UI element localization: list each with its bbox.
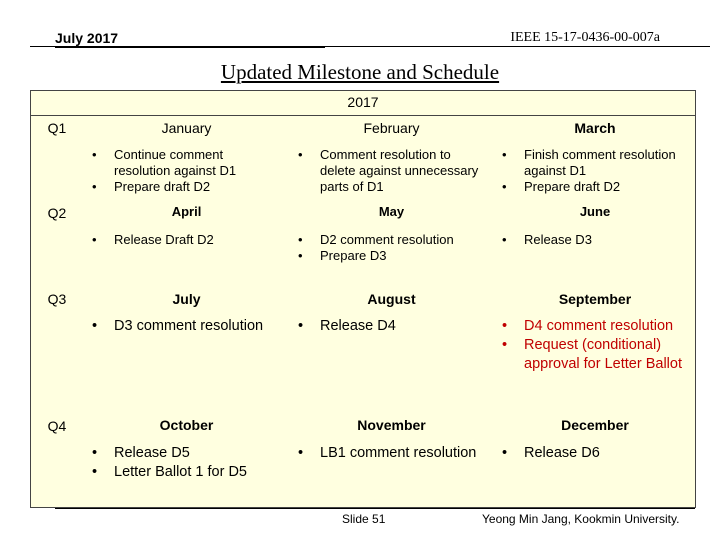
list-item: • D2 comment resolution: [298, 232, 454, 247]
list-item: • Continue comment resolution against D1: [92, 147, 237, 178]
slide-number: Slide 51: [342, 512, 386, 526]
list-item: • Release D6: [502, 445, 600, 461]
month-december: December: [561, 417, 629, 433]
month-september: September: [558, 291, 632, 307]
month-february: February: [363, 120, 420, 136]
list-item: • Finish comment resolution against D1: [502, 147, 676, 178]
list-item: • Prepare draft D2: [502, 179, 621, 194]
list-item: • Release D3: [502, 232, 592, 247]
quarter-label-q2: Q2: [47, 205, 67, 221]
cell-january: [88, 147, 283, 195]
month-july: July: [172, 291, 201, 307]
month-november: November: [357, 417, 426, 433]
list-item: • Release D4: [298, 318, 396, 334]
cell-february: [294, 147, 489, 195]
month-january: January: [161, 120, 212, 136]
list-item: • LB1 comment resolution: [298, 445, 477, 461]
list-item: • D4 comment resolution: [502, 318, 674, 334]
month-april: April: [171, 204, 202, 219]
month-march: March: [574, 120, 616, 136]
month-october: October: [159, 417, 214, 433]
cell-october: [88, 444, 293, 482]
quarter-label-q4: Q4: [47, 418, 67, 434]
list-item: • D3 comment resolution: [92, 318, 264, 334]
cell-december: [498, 444, 693, 463]
cell-may: [294, 232, 489, 264]
list-item: • Prepare D3: [298, 248, 387, 263]
month-august: August: [367, 291, 416, 307]
cell-march: [498, 147, 693, 195]
quarter-label-q1: Q1: [47, 120, 67, 136]
footer-rule: [55, 508, 695, 509]
list-item: • Prepare draft D2: [92, 179, 211, 194]
list-item: • Comment resolution to delete against unnecessary parts of D1: [298, 147, 479, 194]
header-date: July 2017: [55, 30, 119, 46]
list-item: • Letter Ballot 1 for D5: [92, 464, 247, 480]
list-item: • Request (conditional) approval for Letter Ballot: [502, 337, 682, 372]
cell-august: [294, 317, 489, 336]
month-may: May: [378, 204, 405, 219]
page-title: Updated Milestone and Schedule: [220, 60, 500, 84]
quarter-label-q3: Q3: [47, 291, 67, 307]
list-item: • Release Draft D2: [92, 232, 214, 247]
footer-author: Yeong Min Jang, Kookmin University.: [482, 512, 680, 526]
header-rule-accent: [55, 46, 325, 48]
month-june: June: [579, 204, 611, 219]
header-doc-id: IEEE 15-17-0436-00-007a: [510, 30, 660, 45]
cell-july: [88, 317, 293, 336]
cell-november: [294, 444, 489, 463]
list-item: • Release D5: [92, 445, 190, 461]
cell-september: [498, 317, 696, 374]
year-header: 2017: [30, 90, 696, 116]
cell-april: [88, 232, 283, 248]
cell-june: [498, 232, 693, 248]
